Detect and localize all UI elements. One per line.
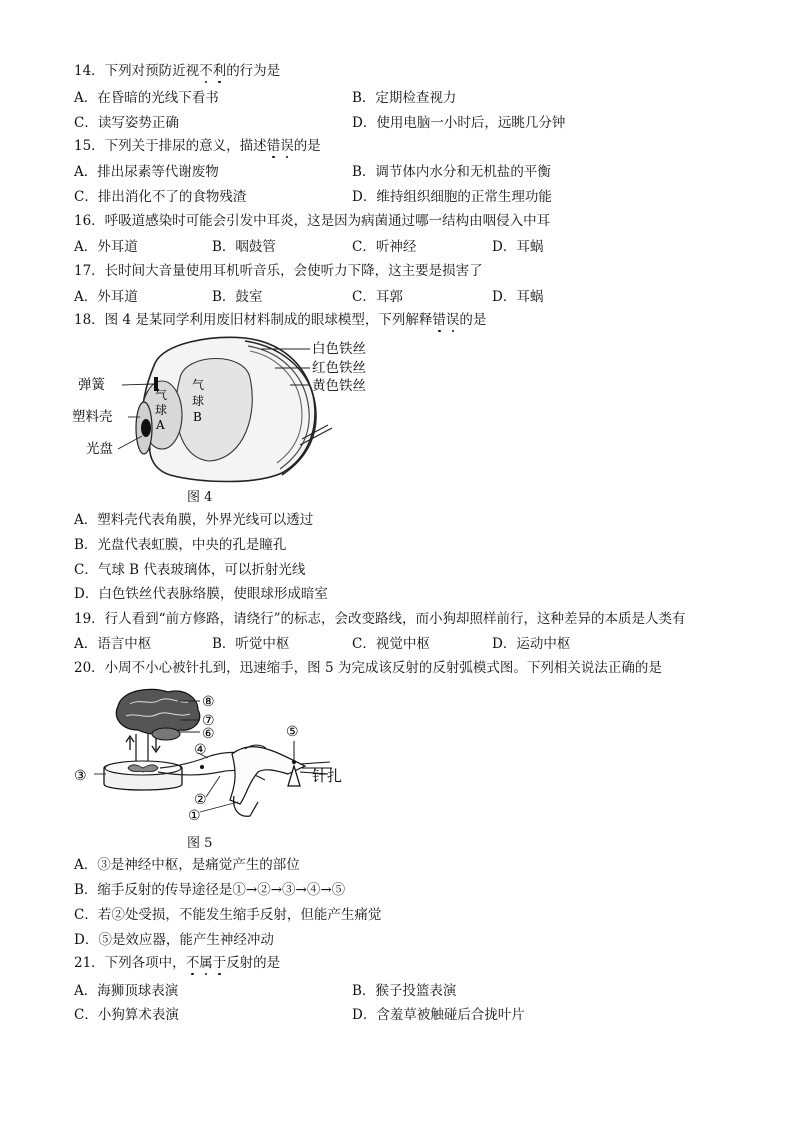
q21-option-b: B．猴子投篮表演 (352, 983, 457, 999)
label-4: ④ (194, 742, 207, 758)
q19-option-a: A．语言中枢 (74, 636, 152, 652)
emphasis-dot: 错 (266, 138, 281, 154)
q15-option-c: C．排出消化不了的食物残渣 (74, 189, 247, 205)
label-2: ② (194, 792, 207, 808)
label-red-wire: 红色铁丝 (312, 360, 366, 376)
q14-option-d: D．使用电脑一小时后，远眺几分钟 (352, 115, 566, 131)
q20-stem: 20．小周不小心被针扎到，迅速缩手，图 5 为完成该反射的反射弧模式图。下列相关说法正确的是 (74, 660, 662, 676)
label-balloon-a-3: A (156, 418, 165, 432)
q14-option-a: A．在昏暗的光线下看书 (74, 90, 219, 106)
label-1: ① (188, 808, 201, 824)
q15-option-d: D．维持组织细胞的正常生理功能 (352, 189, 552, 205)
q14-stem: 14．下列对预防近视不利的行为是 (74, 63, 281, 79)
label-yellow-wire: 黄色铁丝 (312, 378, 366, 394)
q21-option-d: D．含羞草被触碰后合拢叶片 (352, 1007, 525, 1023)
emphasis-dot: 利 (212, 63, 227, 79)
q20-option-b: B．缩手反射的传导途径是①→②→③→④→⑤ (74, 882, 346, 898)
label-6: ⑥ (202, 726, 215, 742)
label-plastic-shell: 塑料壳 (72, 409, 113, 425)
brain (116, 689, 200, 734)
q14-option-b: B．定期检查视力 (352, 90, 457, 106)
q19-option-b: B．听觉中枢 (212, 636, 290, 652)
emphasis-dot: 误 (280, 138, 294, 154)
q16-stem: 16．呼吸道感染时可能会引发中耳炎，这是因为病菌通过哪一结构由咽侵入中耳 (74, 213, 551, 229)
label-3: ③ (74, 768, 87, 784)
q16-option-b: B．咽鼓管 (212, 239, 276, 255)
q20-option-a: A．③是神经中枢，是痛觉产生的部位 (74, 857, 300, 873)
q18-stem: 18．图 4 是某同学利用废旧材料制成的眼球模型，下列解释错误的是 (74, 312, 487, 328)
nerve-node (200, 765, 204, 769)
emphasis-dot: 于 (212, 955, 227, 971)
label-balloon-b-2: 球 (192, 394, 205, 408)
label-7: ⑦ (202, 713, 215, 729)
q14-option-c: C．读写姿势正确 (74, 115, 179, 131)
q16-option-a: A．外耳道 (74, 239, 138, 255)
label-balloon-a-1: 气 (155, 388, 168, 402)
q18-option-c: C．气球 B 代表玻璃体，可以折射光线 (74, 562, 306, 578)
needle-tip (292, 760, 296, 764)
disc-hole (141, 419, 151, 437)
figure-4-caption: 图 4 (187, 490, 213, 505)
q15-option-a: A．排出尿素等代谢废物 (74, 164, 219, 180)
q19-option-d: D．运动中枢 (492, 636, 571, 652)
q16-option-d: D．耳蜗 (492, 239, 544, 255)
q18-option-b: B．光盘代表虹膜，中央的孔是瞳孔 (74, 537, 287, 553)
emphasis-dot: 错 (432, 312, 446, 328)
q17-option-a: A．外耳道 (74, 289, 138, 305)
q20-option-d: D．⑤是效应器，能产生神经冲动 (74, 932, 274, 948)
label-needle: 针扎 (312, 767, 343, 785)
q21-option-a: A．海狮顶球表演 (74, 983, 179, 999)
q17-option-c: C．耳郭 (352, 289, 403, 305)
q15-option-b: B．调节体内水分和无机盐的平衡 (352, 164, 551, 180)
q15-stem: 15．下列关于排尿的意义，描述错误的是 (74, 138, 321, 154)
emphasis-dot: 不 (199, 63, 213, 79)
label-disc: 光盘 (86, 441, 113, 457)
q17-option-b: B．鼓室 (212, 289, 263, 305)
label-5: ⑤ (286, 724, 299, 740)
reflex-arc-figure (70, 684, 370, 834)
label-balloon-b-1: 气 (192, 378, 205, 392)
label-8: ⑧ (202, 694, 215, 710)
figure-5-caption: 图 5 (187, 836, 213, 851)
q16-option-c: C．听神经 (352, 239, 417, 255)
label-spring: 弹簧 (78, 377, 105, 393)
up-arrow (126, 736, 134, 750)
label-balloon-a-2: 球 (155, 403, 168, 417)
q21-option-c: C．小狗算术表演 (74, 1007, 179, 1023)
q18-option-a: A．塑料壳代表角膜，外界光线可以透过 (74, 512, 314, 528)
emphasis-dot: 属 (199, 955, 213, 971)
label-balloon-b-3: B (193, 410, 202, 424)
q17-option-d: D．耳蜗 (492, 289, 544, 305)
emphasis-dot: 不 (185, 955, 200, 971)
q20-option-c: C．若②处受损，不能发生缩手反射，但能产生痛觉 (74, 907, 382, 923)
down-arrow (152, 738, 160, 752)
q17-stem: 17．长时间大音量使用耳机听音乐，会使听力下降，这主要是损害了 (74, 263, 483, 279)
q21-stem: 21．下列各项中，不属于反射的是 (74, 955, 281, 971)
q18-option-d: D．白色铁丝代表脉络膜，使眼球形成暗室 (74, 586, 328, 602)
q19-stem: 19．行人看到“前方修路，请绕行”的标志，会改变路线，而小狗却照样前行，这种差异的本质是人类有 (74, 611, 686, 627)
leader-line (206, 776, 220, 797)
q19-option-c: C．视觉中枢 (352, 636, 430, 652)
emphasis-dot: 误 (445, 312, 460, 328)
eye-model-figure (70, 333, 366, 485)
label-white-wire: 白色铁丝 (312, 341, 366, 357)
